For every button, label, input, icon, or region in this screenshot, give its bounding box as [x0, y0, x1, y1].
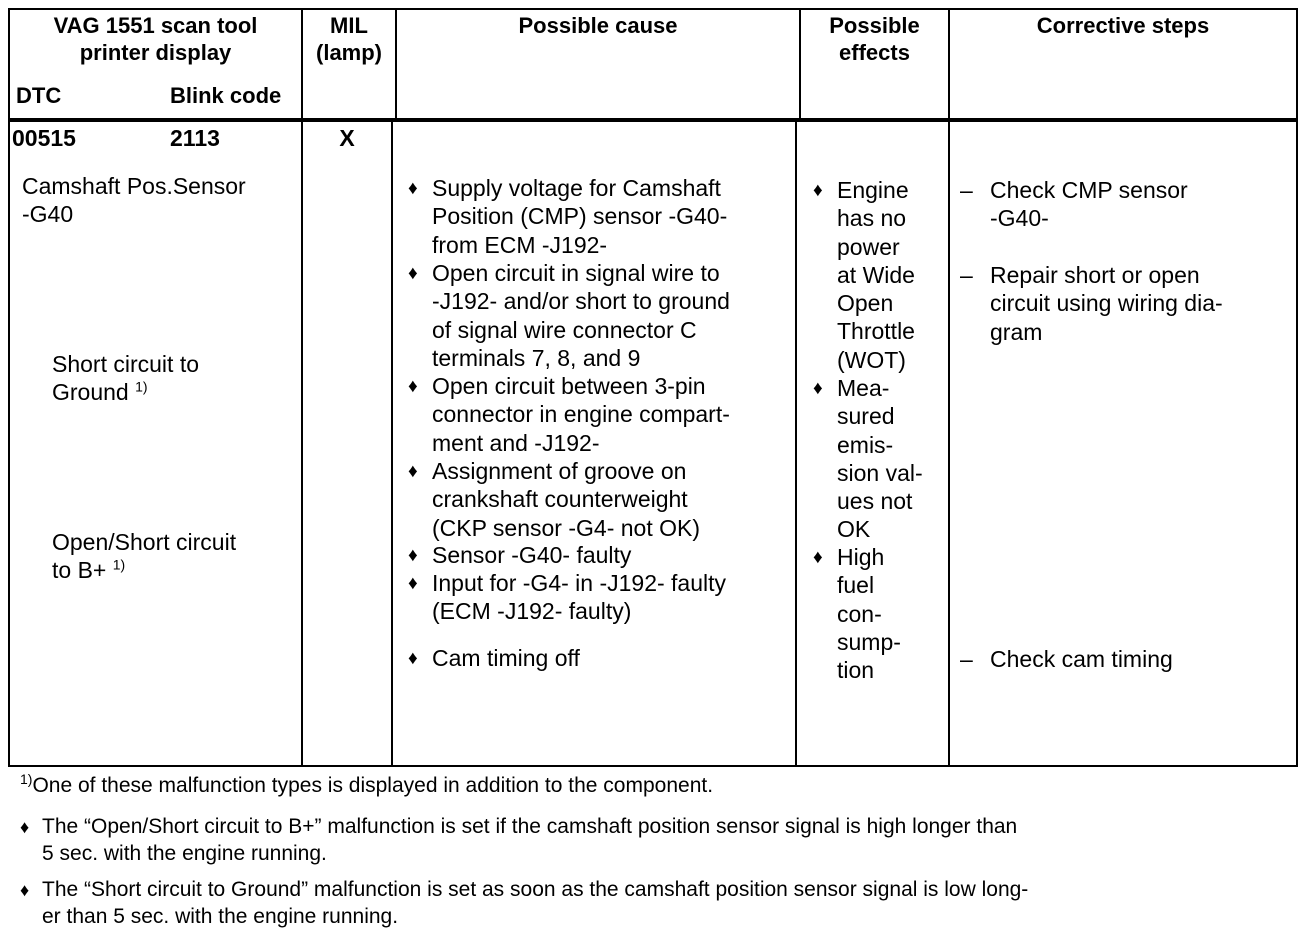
effect-item: High fuel con- sump- tion	[837, 544, 901, 684]
effect-item: Mea- sured emis- sion val- ues not OK	[837, 375, 923, 543]
corrective-steps-header: Corrective steps	[1036, 13, 1210, 38]
component-name	[22, 172, 246, 228]
footnote-bullet: The “Short circuit to Ground” malfunction is set as soon as the camshaft position sensor signal is low long- er than 5 sec. with the engine running.	[42, 878, 1029, 928]
bullet-icon: ♦	[408, 263, 418, 284]
bullet-icon: ♦	[813, 547, 823, 568]
column-divider	[795, 122, 797, 765]
bullet-icon: ♦	[20, 880, 30, 900]
bullet-icon: ♦	[408, 545, 418, 566]
dtc-label: DTC	[16, 83, 62, 108]
scan-tool-header-line1: VAG 1551 scan tool	[53, 13, 258, 38]
bullet-icon: ♦	[408, 573, 418, 594]
footnote-bullet: The “Open/Short circuit to B+” malfunction is set if the camshaft position sensor signal is high longer than 5 sec. with the engine running.	[42, 815, 1018, 865]
possible-cause-header: Possible cause	[518, 13, 678, 38]
fault1-line1: Short circuit to	[52, 351, 199, 377]
mil-header	[303, 12, 395, 66]
cause-item: Supply voltage for Camshaft Position (CMP) sensor -G40- from ECM -J192-	[432, 175, 728, 258]
bullet-icon: ♦	[813, 180, 823, 201]
effects-header-line2: effects	[839, 40, 910, 65]
footnote-marker: 1)	[20, 771, 33, 787]
cause-item: Input for -G4- in -J192- faulty (ECM -J192- faulty)	[432, 570, 727, 625]
cause-item: Assignment of groove on crankshaft counterweight (CKP sensor -G4- not OK)	[432, 458, 700, 541]
dash-icon: –	[960, 177, 973, 203]
bullet-icon: ♦	[408, 376, 418, 397]
step-item: Check CMP sensor -G40-	[990, 177, 1188, 232]
bullet-icon: ♦	[813, 378, 823, 399]
mil-header-line2: (lamp)	[316, 40, 382, 65]
step-item: Repair short or open circuit using wiring dia- gram	[990, 262, 1223, 345]
scan-tool-header	[10, 12, 301, 66]
fault2-line2: to B+	[52, 557, 107, 583]
column-divider	[948, 122, 950, 765]
bullet-icon: ♦	[408, 178, 418, 199]
fault1-line2: Ground	[52, 379, 129, 405]
bullet-icon: ♦	[20, 817, 30, 837]
footnote	[20, 772, 713, 799]
mil-header-line1: MIL	[330, 13, 368, 38]
fault2-line1: Open/Short circuit	[52, 529, 237, 555]
bullet-icon: ♦	[408, 648, 418, 669]
cause-item: Sensor -G40- faulty	[432, 542, 632, 568]
dash-icon: –	[960, 646, 973, 672]
effects-header-line1: Possible	[829, 13, 920, 38]
possible-effects-header	[801, 12, 948, 66]
cause-item: Open circuit in signal wire to -J192- and/or short to ground of signal wire connector C terminals 7, 8, and 9	[432, 260, 730, 371]
footnote-ref: 1)	[112, 556, 126, 573]
mil-mark: X	[339, 125, 355, 151]
component-line2: -G40	[22, 201, 74, 227]
dash-icon: –	[960, 262, 973, 288]
table-header	[8, 8, 1298, 120]
component-line1: Camshaft Pos.Sensor	[22, 173, 246, 199]
effect-item: Engine has no power at Wide Open Throttle (WOT)	[837, 177, 915, 373]
table-body	[8, 120, 1298, 767]
column-divider	[391, 122, 393, 765]
step-item: Check cam timing	[990, 646, 1173, 672]
bullet-icon: ♦	[408, 461, 418, 482]
dtc-value: 00515	[12, 125, 76, 151]
footnote-ref: 1)	[135, 378, 148, 395]
cause-item: Cam timing off	[432, 645, 580, 671]
cause-item: Open circuit between 3-pin connector in engine compart- ment and -J192-	[432, 373, 730, 456]
footnote-text: One of these malfunction types is displayed in addition to the component.	[32, 774, 714, 797]
fault-short-to-ground	[52, 350, 199, 406]
blink-code-value: 2113	[170, 125, 220, 151]
fault-open-short-b-plus	[52, 528, 236, 584]
scan-tool-header-line2: printer display	[79, 40, 232, 65]
blink-code-label: Blink code	[170, 83, 282, 108]
column-divider	[301, 122, 303, 765]
